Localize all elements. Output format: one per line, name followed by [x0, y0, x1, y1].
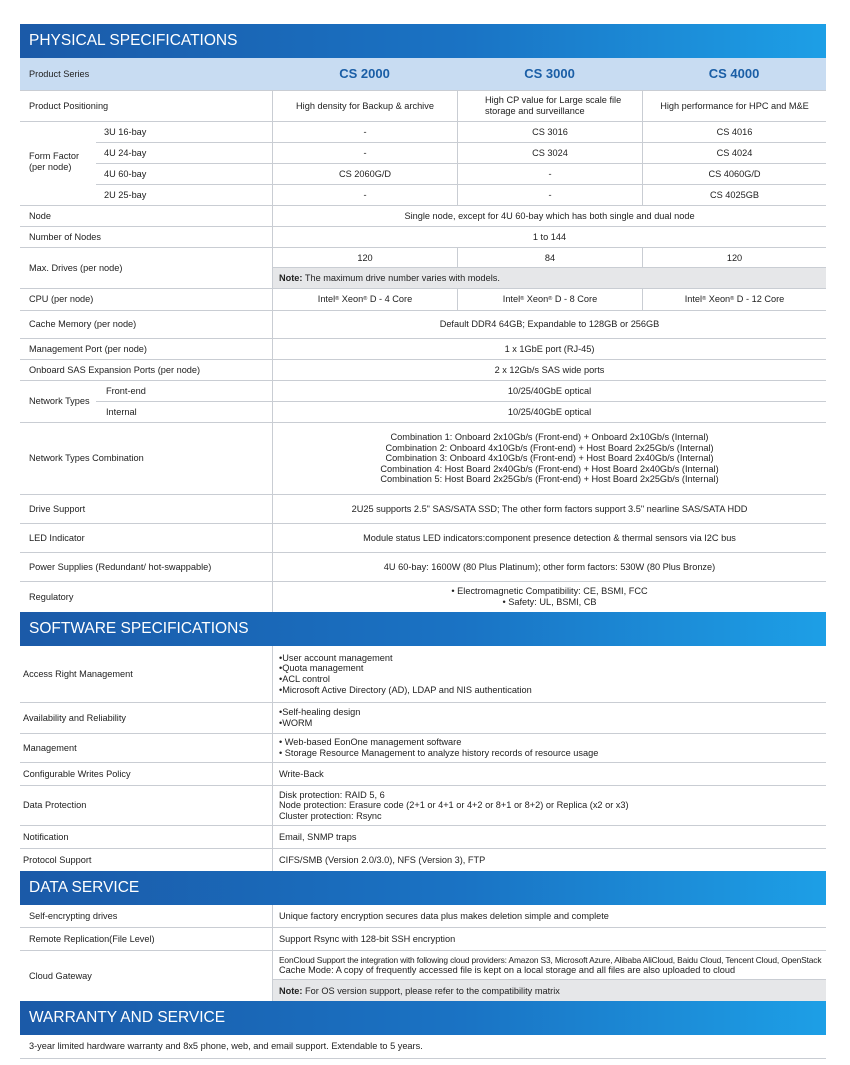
sw-values: [272, 646, 826, 702]
form-factor-row: [96, 164, 826, 185]
sw-value: Email, SNMP traps: [272, 826, 826, 848]
combo-values: [272, 423, 826, 494]
product-series-label: Product Series: [29, 68, 90, 79]
reg-mark: ®: [335, 296, 340, 303]
ds-label: Self-encrypting drives: [29, 910, 118, 921]
cpu-brand: Intel: [317, 294, 336, 305]
network-value: 10/25/40GbE optical: [272, 381, 826, 401]
led-value: Module status LED indicators:component presence detection & thermal sensors via I2C bus: [272, 524, 826, 552]
note-text: The maximum drive number varies with models.: [302, 273, 500, 283]
node-label: Node: [29, 210, 51, 221]
note-text: For OS version support, please refer to the compatibility matrix: [302, 985, 560, 996]
mgmt-port-row: [20, 339, 826, 360]
combo-line: Combination 2: Onboard 4x10Gb/s (Front-end) + Host Board 2x25Gb/s (Internal): [385, 442, 714, 453]
cloud-values: [272, 951, 826, 980]
form-factor-size: 4U 24-bay: [104, 147, 147, 158]
positioning-label: Product Positioning: [29, 100, 109, 111]
sw-label: Configurable Writes Policy: [23, 768, 131, 779]
sw-line: •Microsoft Active Directory (AD), LDAP and NIS authentication: [279, 684, 532, 695]
cloud-line: EonCloud Support the integration with following cloud providers: Amazon S3, Microsoft Azure, Alibaba AliCloud, Baidu Cloud, Tencent Cloud, OpenStack: [279, 955, 822, 965]
drives-note: [272, 268, 826, 288]
sw-values: [272, 734, 826, 762]
form-factor-cell: CS 4024: [642, 143, 826, 163]
drives-cs4000: 120: [642, 248, 826, 268]
sw-label: Management: [23, 742, 77, 753]
form-factor-cell: CS 4016: [642, 122, 826, 142]
sw-line: •User account management: [279, 652, 393, 663]
drives-row: [20, 248, 826, 289]
combo-label: Network Types Combination: [29, 453, 144, 464]
led-row: [20, 524, 826, 553]
combo-line: Combination 1: Onboard 2x10Gb/s (Front-end) + Onboard 2x10Gb/s (Internal): [390, 432, 709, 443]
form-factor-row: [96, 143, 826, 164]
form-factor-size: 3U 16-bay: [104, 126, 147, 137]
regulatory-line: • Safety: UL, BSMI, CB: [502, 597, 597, 607]
sw-line: •Quota management: [279, 663, 364, 674]
combo-line: Combination 5: Host Board 2x25Gb/s (Front-end) + Host Board 2x25Gb/s (Internal): [380, 474, 719, 485]
psu-value: 4U 60-bay: 1600W (80 Plus Platinum); other form factors: 530W (80 Plus Bronze): [272, 553, 826, 581]
form-factor-cell: -: [272, 185, 457, 205]
drive-support-row: [20, 495, 826, 524]
cache-row: [20, 311, 826, 339]
sw-row-management: [20, 734, 826, 763]
form-factor-cell: -: [457, 185, 642, 205]
drives-cs2000: 120: [272, 248, 457, 268]
drive-support-value: 2U25 supports 2.5" SAS/SATA SSD; The other form factors support 3.5" nearline SAS/SATA HDD: [272, 495, 826, 523]
mgmt-port-label: Management Port (per node): [29, 343, 147, 354]
network-value: 10/25/40GbE optical: [272, 402, 826, 422]
regulatory-line: • Electromagnetic Compatibility: CE, BSMI, FCC: [451, 586, 648, 597]
cloud-line: Cache Mode: A copy of frequently accessed file is kept on a local storage and all files are also uploaded to cloud: [279, 965, 736, 975]
drives-label: Max. Drives (per node): [29, 262, 123, 273]
warranty-row: [20, 1035, 826, 1059]
form-factor-cell: CS 4025GB: [642, 185, 826, 205]
sw-line: •WORM: [279, 718, 313, 728]
form-factor-size: 4U 60-bay: [104, 168, 147, 179]
network-type: Internal: [106, 406, 137, 417]
reg-mark: ®: [548, 296, 553, 303]
network-row: [96, 402, 826, 423]
cpu-cores: D - 4 Core: [367, 294, 413, 305]
ds-label: Cloud Gateway: [29, 970, 92, 981]
sw-label: Notification: [23, 831, 69, 842]
sw-line: •Self-healing design: [279, 707, 361, 718]
form-factor-cell: CS 3016: [457, 122, 642, 142]
combo-line: Combination 4: Host Board 2x40Gb/s (Front-end) + Host Board 2x40Gb/s (Internal): [380, 463, 719, 474]
reg-mark: ®: [363, 296, 368, 303]
sw-line: • Storage Resource Management to analyze history records of resource usage: [279, 748, 599, 758]
network-row: [96, 381, 826, 402]
cache-label: Cache Memory (per node): [29, 319, 137, 330]
cpu-family: Xeon: [339, 294, 364, 305]
form-factor-cell: CS 3024: [457, 143, 642, 163]
reg-mark: ®: [730, 296, 735, 303]
sw-line: Node protection: Erasure code (2+1 or 4+1 or 4+2 or 8+1 or 8+2) or Replica (x2 or x3): [279, 800, 629, 811]
sw-row-writes: [20, 763, 826, 786]
cpu-cores: D - 8 Core: [552, 294, 598, 305]
note-bold: Note:: [279, 985, 303, 996]
form-factor-cell: -: [272, 143, 457, 163]
cpu-family: Xeon: [524, 294, 549, 305]
cpu-family: Xeon: [706, 294, 731, 305]
form-factor-cell: CS 2060G/D: [272, 164, 457, 184]
sw-label: Data Protection: [23, 800, 87, 811]
cpu-brand: Intel: [502, 294, 521, 305]
node-value: Single node, except for 4U 60-bay which has both single and dual node: [272, 206, 826, 226]
network-type: Front-end: [106, 385, 146, 396]
sw-value: CIFS/SMB (Version 2.0/3.0), NFS (Version 3), FTP: [272, 849, 826, 871]
sas-row: [20, 360, 826, 381]
series-cs3000: CS 3000: [524, 65, 575, 81]
sw-line: • Web-based EonOne management software: [279, 737, 462, 748]
cpu-cs4000: [642, 289, 826, 310]
nodes-label: Number of Nodes: [29, 231, 102, 242]
sw-values: [272, 703, 826, 733]
sw-row-notification: [20, 826, 826, 849]
sw-label: Access Right Management: [23, 668, 133, 679]
product-series-row: [20, 58, 826, 91]
sas-value: 2 x 12Gb/s SAS wide ports: [272, 360, 826, 380]
regulatory-row: [20, 582, 826, 612]
section-header-warranty: WARRANTY AND SERVICE: [20, 1001, 826, 1035]
sw-row-availability: [20, 703, 826, 734]
positioning-cs2000: High density for Backup & archive: [272, 91, 457, 121]
form-factor-size: 2U 25-bay: [104, 189, 147, 200]
sw-row-protocol: [20, 849, 826, 871]
sw-line: Disk protection: RAID 5, 6: [279, 789, 385, 800]
ds-row-replication: [20, 928, 826, 951]
psu-label: Power Supplies (Redundant/ hot-swappable): [29, 561, 212, 572]
ds-value: Support Rsync with 128-bit SSH encryption: [272, 928, 826, 950]
cpu-cores: D - 12 Core: [734, 294, 785, 305]
ds-row-cloud: [20, 951, 826, 1001]
reg-mark: ®: [520, 296, 525, 303]
form-factor-cell: -: [457, 164, 642, 184]
nodes-row: [20, 227, 826, 248]
mgmt-port-value: 1 x 1GbE port (RJ-45): [272, 339, 826, 359]
ds-label: Remote Replication(File Level): [29, 933, 155, 944]
regulatory-label: Regulatory: [29, 591, 74, 602]
form-factor-label: [29, 151, 89, 172]
sw-value: Write-Back: [272, 763, 826, 785]
warranty-text: 3-year limited hardware warranty and 8x5 phone, web, and email support. Extendable to 5 years.: [29, 1041, 423, 1052]
cpu-cs3000: [457, 289, 642, 310]
form-factor-cell: CS 4060G/D: [642, 164, 826, 184]
form-factor-row: [96, 122, 826, 143]
section-header-data-service: DATA SERVICE: [20, 871, 826, 905]
drive-support-label: Drive Support: [29, 503, 86, 514]
combo-line: Combination 3: Onboard 4x10Gb/s (Front-end) + Host Board 2x40Gb/s (Internal): [385, 453, 714, 464]
series-cs4000: CS 4000: [708, 65, 760, 81]
combo-row: [20, 423, 826, 495]
positioning-cs3000: High CP value for Large scale file storage and surveillance: [457, 91, 642, 121]
positioning-cs4000: High performance for HPC and M&E: [642, 91, 826, 121]
node-row: [20, 206, 826, 227]
network-label: Network Types: [29, 396, 90, 406]
form-factor-row: [96, 185, 826, 206]
note-bold: Note:: [279, 273, 303, 283]
sw-row-access: [20, 646, 826, 703]
sw-line: •ACL control: [279, 674, 330, 684]
section-header-software: SOFTWARE SPECIFICATIONS: [20, 612, 826, 646]
form-factor-label-text: Form Factor (per node): [29, 151, 80, 172]
reg-mark: ®: [702, 296, 707, 303]
series-cs2000: CS 2000: [339, 65, 390, 81]
sw-values: [272, 786, 826, 825]
cloud-note: [272, 980, 826, 1001]
sas-label: Onboard SAS Expansion Ports (per node): [29, 364, 201, 375]
sw-line: Cluster protection: Rsync: [279, 810, 382, 821]
cpu-cs2000: [272, 289, 457, 310]
cpu-label: CPU (per node): [29, 294, 94, 305]
section-header-physical: PHYSICAL SPECIFICATIONS: [20, 24, 826, 58]
cpu-brand: Intel: [684, 294, 703, 305]
cpu-row: [20, 289, 826, 311]
sw-row-data-protection: [20, 786, 826, 826]
psu-row: [20, 553, 826, 582]
sw-label: Protocol Support: [23, 854, 92, 865]
cache-value: Default DDR4 64GB; Expandable to 128GB or 256GB: [272, 311, 826, 338]
sw-label: Availability and Reliability: [23, 712, 126, 723]
ds-row-sed: [20, 905, 826, 928]
led-label: LED Indicator: [29, 532, 85, 543]
form-factor-cell: -: [272, 122, 457, 142]
nodes-value: 1 to 144: [272, 227, 826, 247]
ds-value: Unique factory encryption secures data plus makes deletion simple and complete: [272, 905, 826, 927]
regulatory-values: [272, 582, 826, 612]
drives-cs3000: 84: [457, 248, 642, 268]
positioning-row: [20, 91, 826, 122]
